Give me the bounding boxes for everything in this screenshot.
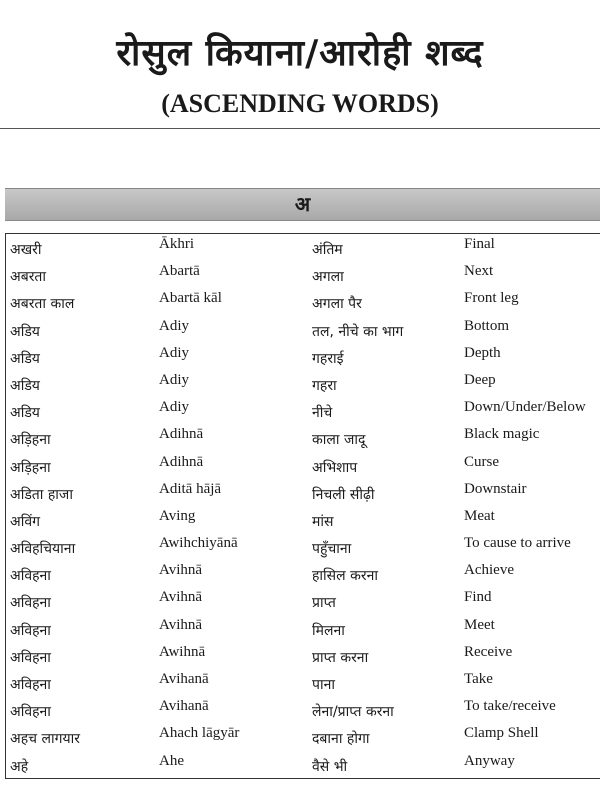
entry-transliteration: Abartā bbox=[159, 263, 200, 280]
entry-hindi-meaning: हासिल करना bbox=[312, 568, 378, 585]
entry-hindi-meaning: गहराई bbox=[312, 350, 344, 367]
entry-hindi-meaning: प्राप्त bbox=[312, 595, 336, 612]
entry-word: अबरता काल bbox=[10, 296, 75, 313]
table-row bbox=[6, 234, 600, 261]
entry-english-meaning: Deep bbox=[464, 371, 496, 388]
entry-word: अविहना bbox=[10, 568, 51, 585]
table-row bbox=[6, 642, 600, 669]
table-row bbox=[6, 560, 600, 587]
table-row bbox=[6, 452, 600, 479]
entry-word: अहे bbox=[10, 758, 29, 775]
entry-transliteration: Awihnā bbox=[159, 643, 206, 660]
table-row bbox=[6, 751, 600, 778]
entry-transliteration: Adiy bbox=[159, 371, 189, 388]
entry-transliteration: Adiy bbox=[159, 317, 189, 334]
entry-hindi-meaning: अभिशाप bbox=[312, 459, 358, 476]
entry-hindi-meaning: पहुँचाना bbox=[312, 541, 352, 558]
entry-transliteration: Adiy bbox=[159, 344, 189, 361]
entry-hindi-meaning: अगला पैर bbox=[312, 296, 362, 313]
entry-word: अडिय bbox=[10, 323, 40, 340]
entry-english-meaning: Take bbox=[464, 671, 493, 687]
entry-english-meaning: To take/receive bbox=[464, 698, 556, 715]
entry-english-meaning: Achieve bbox=[464, 562, 514, 579]
entry-hindi-meaning: दबाना होगा bbox=[312, 731, 370, 748]
table-row bbox=[6, 316, 600, 343]
section-letter: अ bbox=[294, 192, 311, 216]
entry-word: अडिय bbox=[10, 350, 40, 367]
entry-english-meaning: Next bbox=[464, 263, 494, 280]
table-row bbox=[6, 723, 600, 750]
entry-transliteration: Ahach lāgyār bbox=[159, 725, 240, 742]
entry-english-meaning: Bottom bbox=[464, 317, 510, 334]
entry-transliteration: Avihanā bbox=[159, 671, 209, 687]
table-row bbox=[6, 424, 600, 451]
entry-hindi-meaning: तल, नीचे का भाग bbox=[312, 323, 404, 340]
table-row bbox=[6, 370, 600, 397]
entry-english-meaning: Find bbox=[464, 589, 492, 606]
entry-english-meaning: Front leg bbox=[464, 290, 519, 307]
entry-word: अविहचियाना bbox=[10, 541, 76, 558]
entry-english-meaning: Anyway bbox=[464, 752, 515, 769]
table-row bbox=[6, 669, 600, 696]
entry-english-meaning: Meet bbox=[464, 616, 495, 633]
entry-word: अविहना bbox=[10, 704, 51, 721]
table-row bbox=[6, 343, 600, 370]
table-row bbox=[6, 288, 600, 315]
entry-english-meaning: To cause to arrive bbox=[464, 535, 571, 552]
entry-hindi-meaning: नीचे bbox=[312, 405, 333, 422]
entry-word: अविहना bbox=[10, 649, 51, 666]
entry-word: अडिता हाजा bbox=[10, 486, 73, 503]
entry-english-meaning: Receive bbox=[464, 643, 513, 660]
entry-transliteration: Awihchiyānā bbox=[159, 535, 238, 552]
table-row bbox=[6, 615, 600, 642]
entry-word: अविहना bbox=[10, 677, 51, 693]
entry-word: अखरी bbox=[10, 242, 42, 258]
word-table bbox=[5, 233, 600, 779]
entry-transliteration: Avihnā bbox=[159, 562, 203, 579]
table-row bbox=[6, 506, 600, 533]
entry-transliteration: Adiy bbox=[159, 399, 189, 416]
entry-word: अहच लागयार bbox=[10, 731, 80, 748]
entry-transliteration: Avihnā bbox=[159, 589, 203, 606]
entry-transliteration: Avihnā bbox=[159, 616, 203, 633]
entry-word: अड़िहना bbox=[10, 432, 51, 449]
entry-word: अविंग bbox=[10, 513, 40, 530]
section-header-bar bbox=[5, 188, 600, 221]
entry-transliteration: Abartā kāl bbox=[159, 290, 222, 307]
table-row bbox=[6, 696, 600, 723]
entry-hindi-meaning: अंतिम bbox=[312, 242, 343, 258]
table-row bbox=[6, 397, 600, 424]
entry-transliteration: Adihnā bbox=[159, 426, 204, 443]
entry-word: अविहना bbox=[10, 595, 51, 612]
entry-hindi-meaning: वैसे भी bbox=[312, 758, 348, 775]
page-title-english: (ASCENDING WORDS) bbox=[161, 89, 439, 118]
entry-english-meaning: Depth bbox=[464, 344, 501, 361]
entry-english-meaning: Down/Under/Below bbox=[464, 399, 586, 416]
entry-transliteration: Aditā hājā bbox=[159, 480, 222, 497]
entry-transliteration: Aving bbox=[159, 507, 196, 524]
entry-english-meaning: Curse bbox=[464, 453, 499, 470]
entry-transliteration: Avihanā bbox=[159, 698, 209, 715]
entry-english-meaning: Downstair bbox=[464, 480, 527, 497]
entry-transliteration: Ākhri bbox=[159, 236, 194, 252]
title-divider bbox=[0, 128, 600, 129]
entry-hindi-meaning: लेना/प्राप्त करना bbox=[312, 704, 394, 721]
entry-hindi-meaning: मिलना bbox=[312, 622, 345, 639]
entry-english-meaning: Black magic bbox=[464, 426, 540, 443]
entry-english-meaning: Final bbox=[464, 236, 495, 252]
entry-word: अबरता bbox=[10, 269, 47, 286]
entry-word: अडिय bbox=[10, 405, 40, 422]
entry-transliteration: Ahe bbox=[159, 752, 184, 769]
table-row bbox=[6, 533, 600, 560]
entry-english-meaning: Clamp Shell bbox=[464, 725, 539, 742]
entry-word: अडिय bbox=[10, 377, 40, 394]
entry-word: अड़िहना bbox=[10, 459, 51, 476]
table-row bbox=[6, 261, 600, 288]
entry-hindi-meaning: पाना bbox=[312, 677, 335, 693]
table-row bbox=[6, 587, 600, 614]
table-row bbox=[6, 479, 600, 506]
entry-transliteration: Adihnā bbox=[159, 453, 204, 470]
entry-hindi-meaning: अगला bbox=[312, 269, 344, 286]
entry-hindi-meaning: प्राप्त करना bbox=[312, 649, 369, 666]
entry-hindi-meaning: गहरा bbox=[312, 377, 337, 394]
entry-word: अविहना bbox=[10, 622, 51, 639]
entry-hindi-meaning: मांस bbox=[312, 513, 334, 530]
entry-english-meaning: Meat bbox=[464, 507, 495, 524]
entry-hindi-meaning: निचली सीढ़ी bbox=[312, 486, 375, 503]
page-title-hindi: रोसुल कियाना/आरोही शब्द bbox=[116, 33, 484, 74]
entry-hindi-meaning: काला जादू bbox=[312, 432, 366, 449]
